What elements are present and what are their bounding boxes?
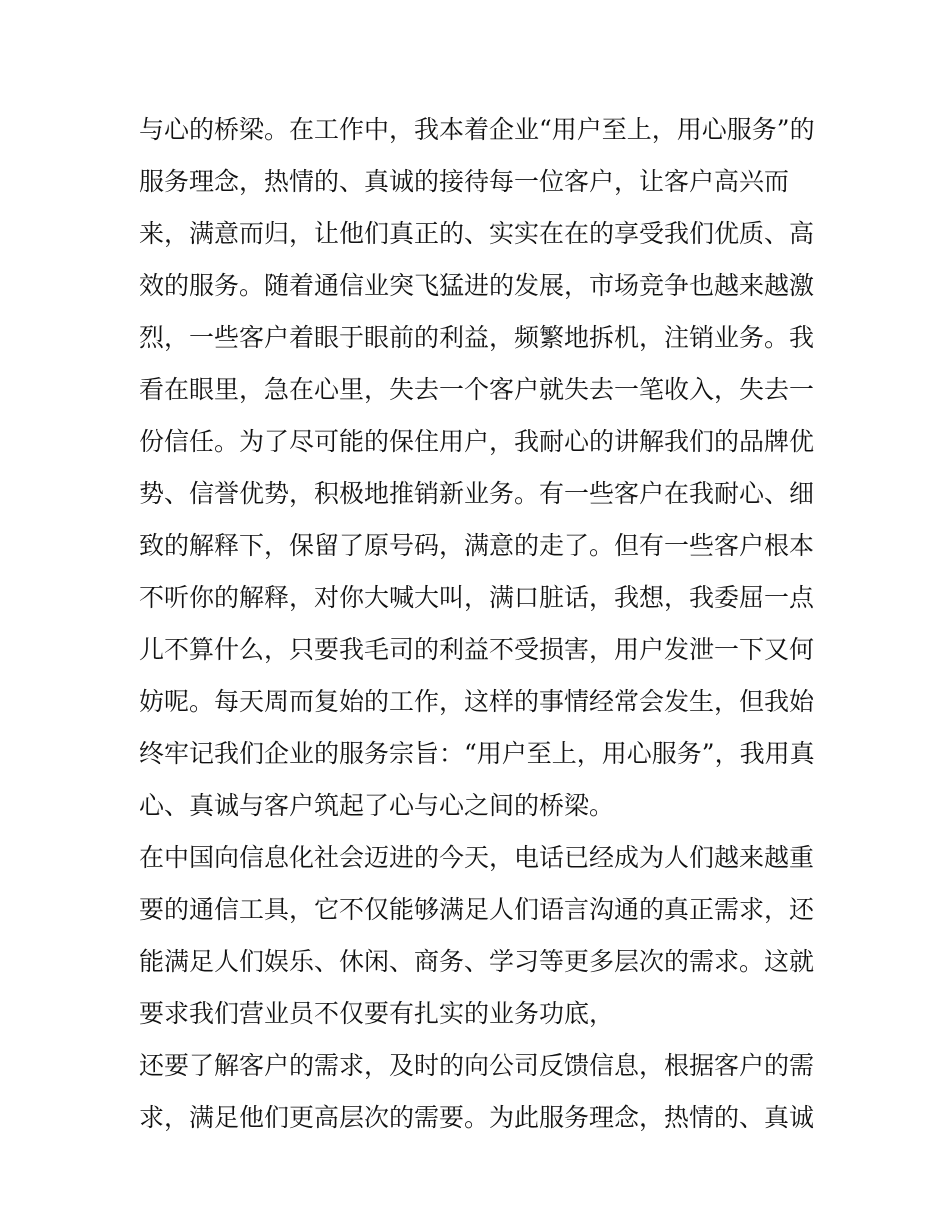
body-text [139,104,839,1144]
text-line: 不听你的解释，对你大喊大叫，满口脏话，我想，我委屈一点 [139,583,815,612]
text-line: 还要了解客户的需求，及时的向公司反馈信息，根据客户的需 [139,1051,815,1080]
text-line: 烈，一些客户着眼于眼前的利益，频繁地拆机，注销业务。我 [139,323,815,352]
text-line: 效的服务。随着通信业突飞猛进的发展，市场竞争也越来越激 [139,271,815,300]
text-line: 心、真诚与客户筑起了心与心之间的桥梁。 [139,791,615,820]
text-line: 求，满足他们更高层次的需要。为此服务理念，热情的、真诚 [139,1103,815,1132]
text-line: 致的解释下，保留了原号码，满意的走了。但有一些客户根本 [139,531,815,560]
text-line: 妨呢。每天周而复始的工作，这样的事情经常会发生，但我始 [139,687,815,716]
text-line: 与心的桥梁。在工作中，我本着企业“用户至上，用心服务”的 [139,115,815,144]
text-line: 在中国向信息化社会迈进的今天，电话已经成为人们越来越重 [139,843,815,872]
text-line: 儿不算什么，只要我毛司的利益不受损害，用户发泄一下又何 [139,635,815,664]
text-line: 要求我们营业员不仅要有扎实的业务功底， [139,999,615,1028]
text-line: 势、信誉优势，积极地推销新业务。有一些客户在我耐心、细 [139,479,815,508]
text-line: 看在眼里，急在心里，失去一个客户就失去一笔收入，失去一 [139,375,815,404]
text-line: 来，满意而归，让他们真正的、实实在在的享受我们优质、高 [139,219,815,248]
text-line: 服务理念，热情的、真诚的接待每一位客户，让客户高兴而 [139,167,790,196]
text-line: 终牢记我们企业的服务宗旨：“用户至上，用心服务”，我用真 [139,739,815,768]
text-line: 要的通信工具，它不仅能够满足人们语言沟通的真正需求，还 [139,895,815,924]
text-line: 份信任。为了尽可能的保住用户，我耐心的讲解我们的品牌优 [139,427,815,456]
text-line: 能满足人们娱乐、休闲、商务、学习等更多层次的需求。这就 [139,947,815,976]
